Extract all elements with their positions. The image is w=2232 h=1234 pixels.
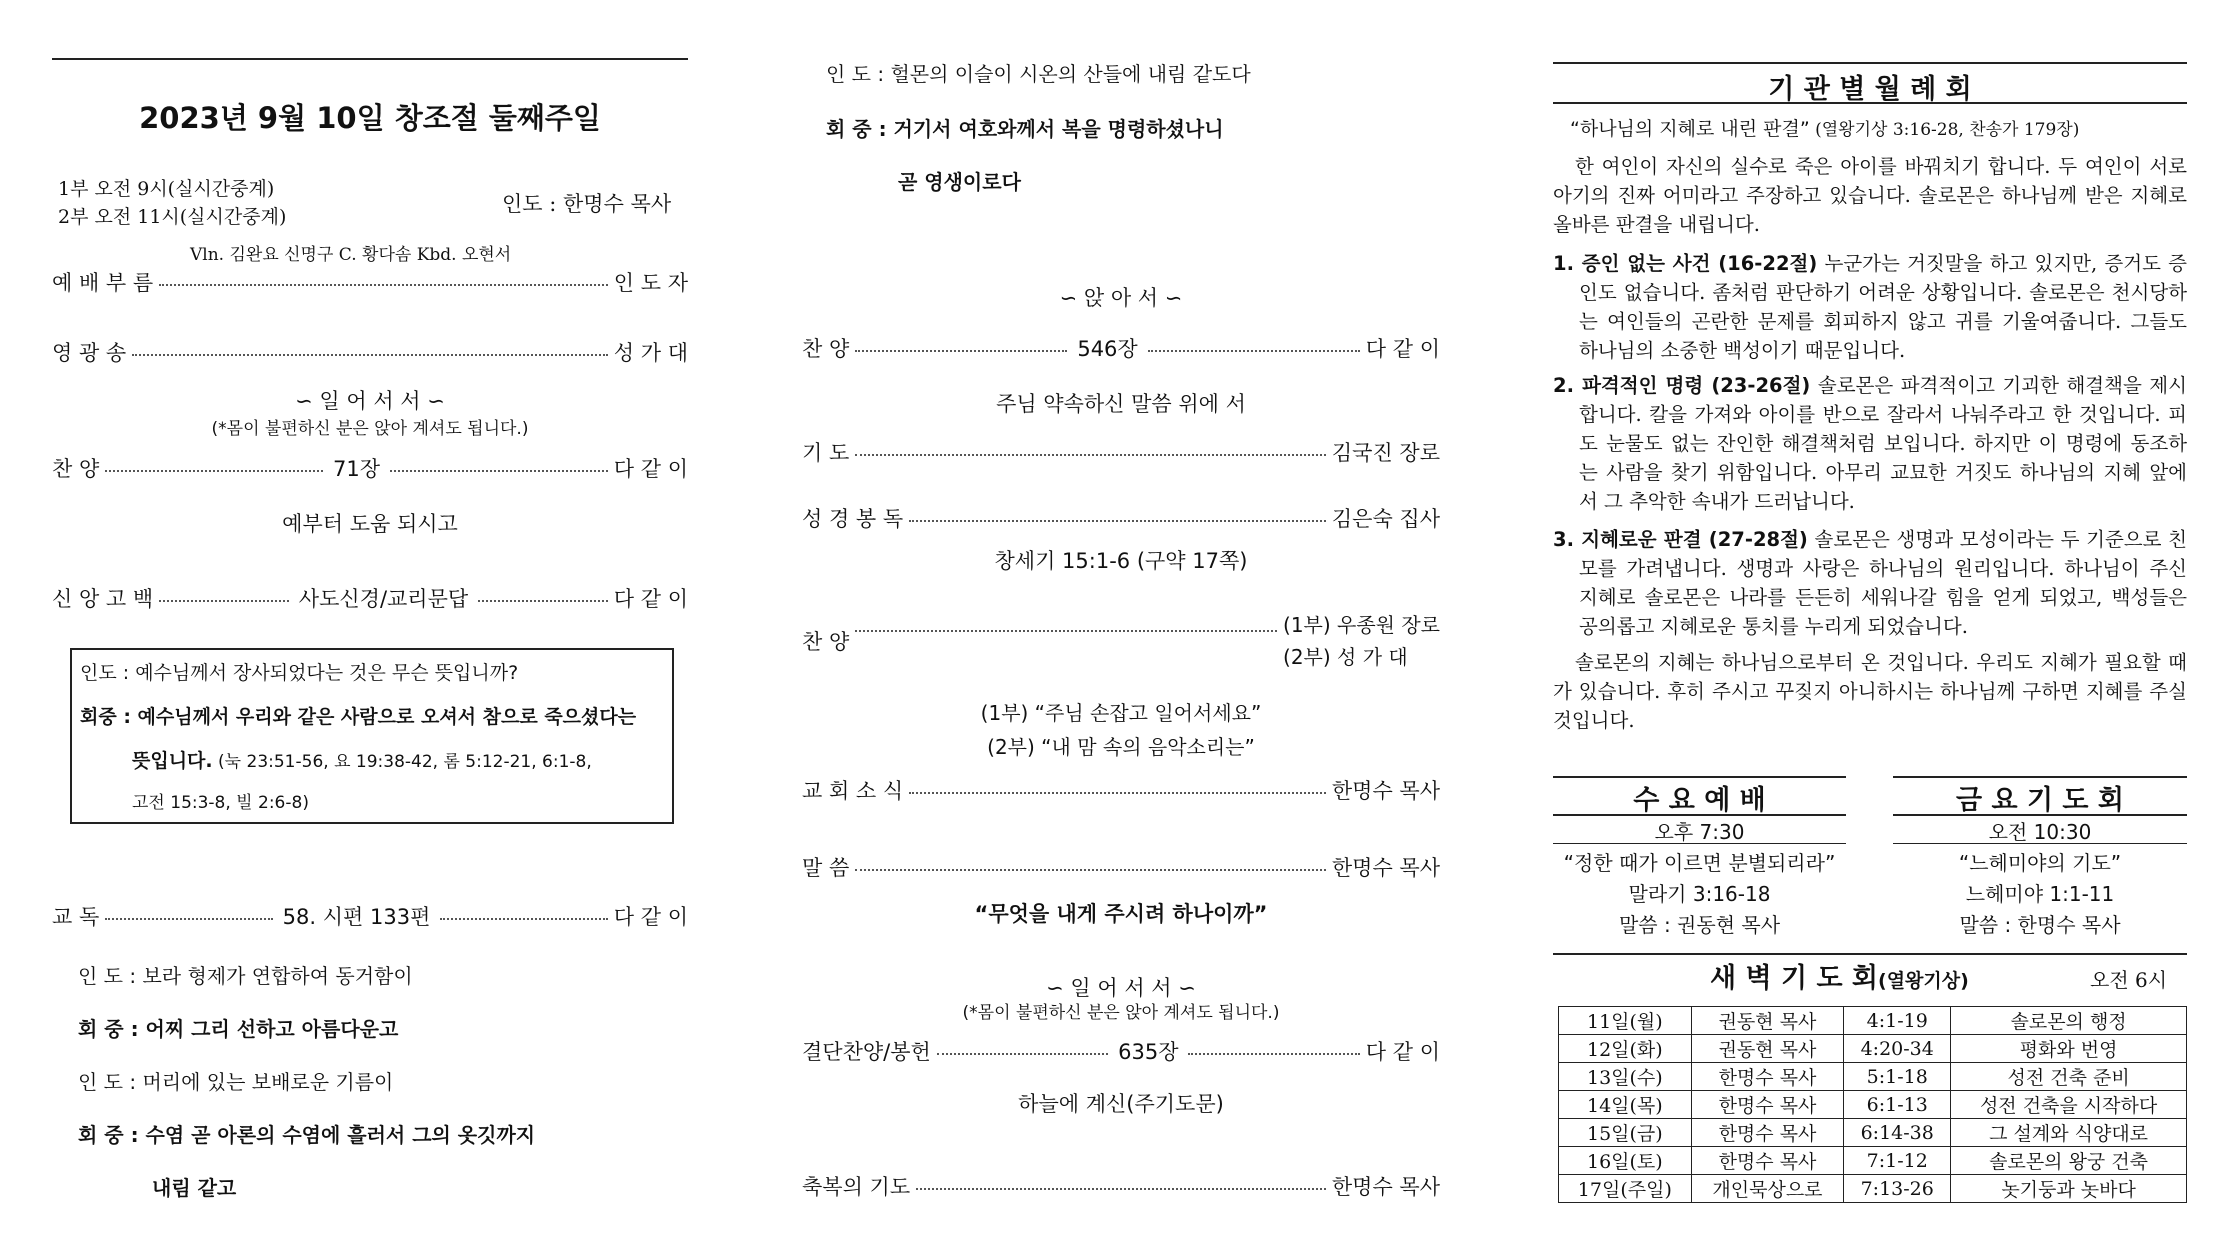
catechism-q-text: 예수님께서 장사되었다는 것은 무슨 뜻입니까?	[135, 662, 519, 684]
leader-dots	[855, 350, 1067, 352]
meeting-title-rule	[1553, 102, 2187, 104]
bulletin-title: 2023년 9월 10일 창조절 둘째주일	[139, 101, 601, 135]
reading-line-4b: 내림 같고	[152, 1176, 237, 1200]
order-right: 성 가 대	[613, 341, 688, 365]
order-right: 김은숙 집사	[1331, 507, 1440, 531]
anthem-title-2: (2부) “내 맘 속의 음악소리는”	[987, 735, 1255, 759]
dawn-schedule-row	[1559, 1063, 2187, 1091]
sermon-title: “무엇을 내게 주시려 하나이까”	[974, 902, 1268, 926]
reading-text: 어찌 그리 선하고 아름다운고	[145, 1017, 399, 1041]
order-label: 찬 양	[802, 630, 850, 654]
topic-reference: (열왕기상 3:16-28, 찬송가 179장)	[1809, 120, 2080, 140]
hymn-number: 546장	[1077, 337, 1138, 361]
dawn-leader: 한명수 목사	[1691, 1119, 1844, 1147]
order-label: 영 광 송	[52, 341, 127, 365]
dawn-date: 16일(토)	[1559, 1147, 1692, 1175]
sit-heading: ∽ 앉 아 서 ∽	[1059, 286, 1183, 310]
dawn-topic: 성전 건축을 시작하다	[1951, 1091, 2187, 1119]
leader-dots	[478, 600, 608, 602]
leader-dots	[105, 470, 323, 472]
point-2	[1553, 371, 2187, 516]
dawn-date: 12일(화)	[1559, 1035, 1692, 1063]
order-call-to-worship	[52, 264, 688, 300]
leader-dots	[855, 630, 1277, 632]
fri-time: 오전 10:30	[1988, 820, 2092, 844]
stand-note: (*몸이 불편하신 분은 앉아 계셔도 됩니다.)	[211, 419, 529, 439]
stand-heading-2: ∽ 일 어 서 서 ∽	[1046, 976, 1196, 1000]
dawn-reference: 4:1-19	[1844, 1007, 1951, 1035]
dawn-reference: 6:1-13	[1844, 1091, 1951, 1119]
dawn-date: 11일(월)	[1559, 1007, 1692, 1035]
dawn-date: 14일(목)	[1559, 1091, 1692, 1119]
reading-line-4	[78, 1119, 535, 1148]
dawn-date: 13일(수)	[1559, 1063, 1692, 1091]
dawn-reference: 7:1-12	[1844, 1147, 1951, 1175]
order-label: 결단찬양/봉헌	[802, 1040, 931, 1064]
dawn-reference: 4:20-34	[1844, 1035, 1951, 1063]
hymn-2-title: 주님 약속하신 말씀 위에 서	[996, 392, 1246, 416]
dawn-title: 새 벽 기 도 회	[1710, 963, 1879, 994]
reading-name: 58. 시편 133편	[282, 905, 431, 929]
order-right: 김국진 장로	[1331, 441, 1440, 465]
order-scripture	[802, 500, 1440, 536]
dawn-topic: 놋기둥과 놋바다	[1951, 1175, 2187, 1203]
catechism-question	[80, 658, 518, 685]
dawn-schedule-row	[1559, 1007, 2187, 1035]
service-time-1: 1부 오전 9시(실시간중계)	[58, 178, 275, 200]
dawn-topic: 솔로몬의 행정	[1951, 1007, 2187, 1035]
point-2-text: 솔로몬은 파격적이고 기괴한 해결책을 제시합니다. 칼을 가져와 아이를 반으로 잘라서 나눠주라고 한 것입니다. 피도 눈물도 없는 잔인한 해결책처럼 보입니다. 하지만 이 명령에 동조하는 사람을 찾기 위함입니다. 아무리 교묘한 거짓도 하나님의 지혜 앞에서 그 추악한 속내가 드러납니다.	[1579, 374, 2187, 513]
order-label: 말 씀	[802, 856, 850, 880]
order-label: 찬 양	[52, 457, 100, 481]
order-announcements	[802, 772, 1440, 808]
catechism-answer-line2	[132, 746, 592, 773]
order-creed	[52, 580, 688, 616]
order-benediction	[802, 1168, 1440, 1204]
offering-title: 하늘에 계신(주기도문)	[1018, 1092, 1224, 1116]
dawn-schedule-row	[1559, 1119, 2187, 1147]
leader-dots	[909, 792, 1326, 794]
wed-sermon: “정한 때가 이르면 분별되리라”	[1563, 851, 1836, 875]
leader-dots	[159, 284, 608, 286]
anthem-performer-1: (1부) 우종원 장로	[1283, 613, 1440, 637]
dawn-time: 오전 6시	[2090, 968, 2168, 992]
order-label: 찬 양	[802, 337, 850, 361]
point-3	[1553, 525, 2187, 641]
service-time-2: 2부 오전 11시(실시간중계)	[58, 206, 287, 228]
fri-reference: 느헤미야 1:1-11	[1965, 882, 2115, 906]
dawn-leader: 개인묵상으로	[1691, 1175, 1844, 1203]
leader-dots	[159, 600, 289, 602]
dawn-schedule-row	[1559, 1035, 2187, 1063]
point-3-heading: 3. 지혜로운 판결 (27-28절)	[1553, 528, 1808, 551]
order-right: 다 같 이	[613, 587, 689, 611]
order-prayer	[802, 434, 1440, 470]
order-right: 다 같 이	[613, 457, 689, 481]
order-responsive-reading	[52, 898, 688, 934]
meeting-intro: 한 여인이 자신의 실수로 죽은 아이를 바꿔치기 합니다. 두 여인이 서로 아기의 진짜 어미라고 주장하고 있습니다. 솔로몬은 하나님께 받은 지혜로 올바른 판결을 내립니다.	[1553, 155, 2187, 236]
anthem-performer-2: (2부) 성 가 대	[1283, 645, 1408, 669]
reading-line-6b: 곧 영생이로다	[898, 170, 1021, 194]
order-label: 예 배 부 름	[52, 271, 154, 295]
reading-role: 인 도 :	[78, 1070, 137, 1094]
dawn-schedule-row	[1559, 1091, 2187, 1119]
dawn-schedule-table	[1558, 1006, 2187, 1203]
leader-dots	[1148, 350, 1360, 352]
dawn-top-rule	[1553, 953, 2187, 955]
point-1-heading: 1. 증인 없는 사건 (16-22절)	[1553, 252, 1818, 275]
hymn-number: 71장	[333, 457, 381, 481]
reading-line-2	[78, 1013, 398, 1042]
catechism-answer-line1	[80, 702, 636, 729]
order-hymn-2	[802, 330, 1440, 366]
dawn-schedule-body	[1559, 1007, 2187, 1203]
wed-preacher: 말씀 : 권동현 목사	[1618, 913, 1781, 937]
reading-role: 인 도 :	[826, 62, 885, 86]
dawn-heading	[1710, 956, 1969, 995]
wed-time: 오후 7:30	[1654, 820, 1745, 844]
order-label: 축복의 기도	[802, 1175, 911, 1199]
point-2-heading: 2. 파격적인 명령 (23-26절)	[1553, 374, 1811, 397]
wed-time-rule	[1553, 843, 1846, 844]
order-label: 교 회 소 식	[802, 779, 904, 803]
hymn-title: 예부터 도움 되시고	[282, 512, 458, 536]
dawn-leader: 권동현 목사	[1691, 1007, 1844, 1035]
order-hymn	[52, 450, 688, 486]
order-label: 신 앙 고 백	[52, 587, 154, 611]
leader-dots	[1188, 1053, 1359, 1055]
reading-text: 보라 형제가 연합하여 동거함이	[142, 964, 413, 988]
reading-role: 회 중 :	[78, 1123, 139, 1147]
reading-line-5	[826, 58, 1251, 87]
catechism-q-label: 인도 :	[80, 662, 130, 684]
order-right: 다 같 이	[1365, 1040, 1441, 1064]
meeting-title: 기 관 별 월 례 회	[1768, 74, 1972, 105]
dawn-schedule-row	[1559, 1147, 2187, 1175]
leader-dots	[390, 470, 608, 472]
meeting-top-rule	[1553, 62, 2187, 64]
reading-text: 헐몬의 이슬이 시온의 산들에 내림 같도다	[890, 62, 1251, 86]
order-right: 한명수 목사	[1331, 1175, 1440, 1199]
order-gloria	[52, 334, 688, 370]
order-right: 다 같 이	[613, 905, 689, 929]
dawn-leader: 한명수 목사	[1691, 1091, 1844, 1119]
fri-preacher: 말씀 : 한명수 목사	[1959, 913, 2121, 937]
reading-role: 회 중 :	[826, 117, 887, 141]
dawn-topic: 평화와 번영	[1951, 1035, 2187, 1063]
leader-dots	[855, 454, 1326, 456]
reading-text: 거기서 여호와께서 복을 명령하셨나니	[893, 117, 1224, 141]
order-right: 한명수 목사	[1331, 856, 1440, 880]
offering-hymn: 635장	[1118, 1040, 1179, 1064]
order-label: 성 경 봉 독	[802, 507, 904, 531]
dawn-schedule-row	[1559, 1175, 2187, 1203]
dawn-reference: 6:14-38	[1844, 1119, 1951, 1147]
leader-dots	[916, 1188, 1326, 1190]
point-1	[1553, 249, 2187, 365]
dawn-leader: 권동현 목사	[1691, 1035, 1844, 1063]
fri-title: 금 요 기 도 회	[1955, 785, 2124, 816]
catechism-a-text: 예수님께서 우리와 같은 사람으로 오셔서 참으로 죽으셨다는	[137, 706, 637, 728]
order-label: 교 독	[52, 905, 100, 929]
catechism-box	[70, 648, 674, 824]
dawn-topic: 성전 건축 준비	[1951, 1063, 2187, 1091]
leader-dots	[855, 869, 1326, 871]
reading-line-1	[78, 960, 413, 989]
dawn-leader: 한명수 목사	[1691, 1147, 1844, 1175]
catechism-ref1: (눅 23:51-56, 요 19:38-42, 롬 5:12-21, 6:1-8,	[212, 752, 592, 772]
dawn-reference: 5:1-18	[1844, 1063, 1951, 1091]
service-leader: 인도 : 한명수 목사	[502, 192, 672, 216]
reading-role: 인 도 :	[78, 964, 137, 988]
order-sermon	[802, 849, 1440, 885]
topic-title: “하나님의 지혜로 내린 판결”	[1570, 118, 1810, 140]
leader-dots	[440, 918, 607, 920]
dawn-reference: 7:13-26	[1844, 1175, 1951, 1203]
reading-role: 회 중 :	[78, 1017, 139, 1041]
dawn-topic: 그 설계와 식양대로	[1951, 1119, 2187, 1147]
fri-time-rule	[1893, 843, 2187, 844]
reading-text: 수염 곧 아론의 수염에 흘러서 그의 옷깃까지	[145, 1123, 536, 1147]
stand-note-2: (*몸이 불편하신 분은 앉아 계셔도 됩니다.)	[962, 1003, 1280, 1023]
order-label: 기 도	[802, 441, 850, 465]
dawn-date: 17일(주일)	[1559, 1175, 1692, 1203]
scripture-reference: 창세기 15:1-6 (구약 17쪽)	[994, 549, 1248, 573]
dawn-topic: 솔로몬의 왕궁 건축	[1951, 1147, 2187, 1175]
catechism-ref2: 고전 15:3-8, 빌 2:6-8)	[132, 793, 309, 813]
order-right: 한명수 목사	[1331, 779, 1440, 803]
fri-sermon: “느헤미야의 기도”	[1958, 851, 2122, 875]
meeting-topic	[1570, 114, 2079, 141]
order-right: 인 도 자	[613, 271, 688, 295]
order-right: 다 같 이	[1365, 337, 1440, 361]
leader-dots	[132, 354, 608, 356]
meeting-closing: 솔로몬의 지혜는 하나님으로부터 온 것입니다. 우리도 지혜가 필요할 때가 있습니다. 후히 주시고 꾸짖지 아니하시는 하나님께 구하면 지혜를 주실 것입니다.	[1553, 651, 2187, 732]
reading-text: 머리에 있는 보배로운 기름이	[142, 1070, 394, 1094]
dawn-leader: 한명수 목사	[1691, 1063, 1844, 1091]
leader-dots	[937, 1053, 1108, 1055]
top-rule	[52, 58, 688, 60]
wed-title: 수 요 예 배	[1633, 785, 1766, 816]
leader-dots	[909, 520, 1326, 522]
leader-dots	[105, 918, 272, 920]
musicians: Vln. 김완요 신명구 C. 황다솜 Kbd. 오현서	[190, 245, 512, 265]
catechism-a-text2: 뜻입니다.	[132, 750, 213, 772]
wed-reference: 말라기 3:16-18	[1628, 882, 1771, 906]
point-3-text: 솔로몬은 생명과 모성이라는 두 기준으로 친모를 가려냅니다. 생명과 사랑은 하나님의 원리입니다. 하나님이 주신 지혜로 솔로몬은 나라를 든든히 세워나갈 힘을 얻게 되었고, 백성들은 공의롭고 지혜로운 통치를 누리게 되었습니다.	[1579, 528, 2187, 638]
order-anthem	[802, 613, 1440, 669]
point-1-text: 누군가는 거짓말을 하고 있지만, 증거도 증인도 없습니다. 좀처럼 판단하기 어려운 상황입니다. 솔로몬은 천시당하는 여인들의 곤란한 문제를 회피하지 않고 귀를 기울여줍니다. 그들도 하나님의 소중한 백성이기 때문입니다.	[1579, 252, 2187, 362]
reading-line-6	[826, 113, 1224, 142]
order-offering	[802, 1033, 1440, 1069]
anthem-title-1: (1부) “주님 손잡고 일어서세요”	[980, 701, 1262, 725]
anthem-performers	[1283, 609, 1440, 673]
dawn-date: 15일(금)	[1559, 1119, 1692, 1147]
reading-line-3	[78, 1066, 393, 1095]
creed-name: 사도신경/교리문답	[298, 587, 469, 611]
dawn-subtitle: (열왕기상)	[1878, 970, 1969, 992]
catechism-a-label: 회중 :	[80, 706, 131, 728]
stand-heading: ∽ 일 어 서 서 ∽	[295, 389, 445, 413]
